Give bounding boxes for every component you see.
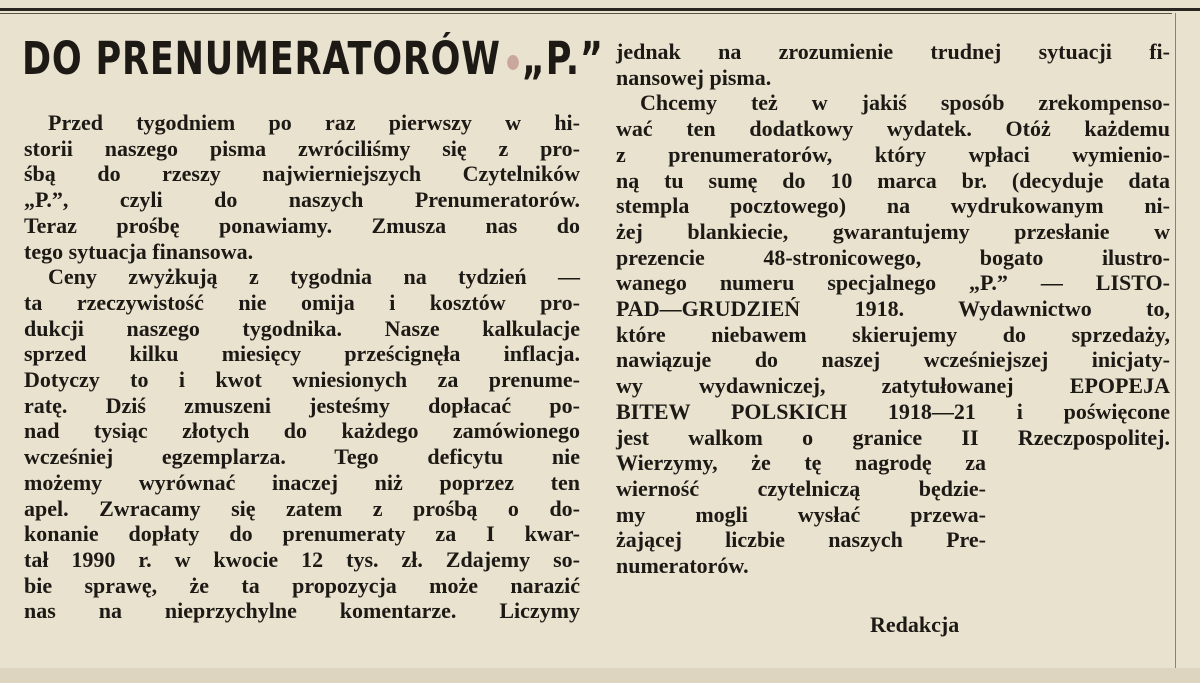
text-line: stempla pocztowego) na wydrukowanym ni-: [616, 193, 1170, 219]
bullet-dot: [507, 55, 519, 70]
headline-text: DO PRENUMERATORÓW: [22, 32, 501, 85]
text-line: żającej liczbie naszych Pre-: [616, 527, 986, 553]
text-line: bie sprawę, że ta propozycja może narazić: [24, 572, 580, 598]
text-line: konanie dopłaty do prenumeraty za I kwar-: [24, 521, 580, 547]
text-line: apel. Zwracamy się zatem z prośbą o do-: [24, 495, 580, 521]
page-bottom-edge: [0, 668, 1200, 683]
text-line: jednak na zrozumienie trudnej sytuacji fi-: [616, 39, 1170, 64]
top-thin-rule: [0, 13, 1172, 14]
text-line: Teraz prośbę ponawiamy. Zmusza nas do: [24, 212, 580, 238]
text-line: Dotyczy to i kwot wniesionych za prenume-: [24, 367, 580, 393]
text-line: wy wydawniczej, zatytułowanej EPOPEJA: [616, 373, 1170, 399]
paragraph-3: [616, 39, 1170, 90]
text-line: wać ten dodatkowy wydatek. Otóż każdemu: [616, 116, 1170, 142]
text-line: Przed tygodniem po raz pierwszy w hi-: [48, 110, 580, 135]
text-line: my mogli wysłać przewa-: [616, 501, 986, 527]
headline-quote: „P.”: [521, 32, 604, 85]
text-line: nad tysiąc złotych do każdego zamówionego: [24, 418, 580, 444]
text-line: „P.”, czyli do naszych Prenumeratorów.: [24, 187, 580, 213]
paragraph-2: [24, 264, 580, 624]
text-line: PAD—GRUDZIEŃ 1918. Wydawnictwo to,: [616, 296, 1170, 322]
text-line: dukcji naszego tygodnika. Nasze kalkulacje: [24, 315, 580, 341]
text-line: sprzed kilku miesięcy prześcignęła inflacja.: [24, 341, 580, 367]
text-line: Wierzymy, że tę nagrodę za: [616, 450, 986, 476]
top-rule: [0, 0, 1200, 11]
text-line: storii naszego pisma zwróciliśmy się z pro-: [24, 135, 580, 161]
article-headline: [22, 32, 604, 85]
text-line: śbą do rzeszy najwierniejszych Czytelników: [24, 161, 580, 187]
signature: Redakcja: [870, 612, 960, 637]
text-line: Chcemy też w jakiś sposób zrekompenso-: [640, 90, 1170, 116]
text-line: prezencie 48-stronicowego, bogato ilustro-: [616, 244, 1170, 270]
text-line: jest walkom o granice II Rzeczpospolitej.: [616, 424, 1170, 450]
left-column: [24, 110, 580, 624]
text-line: Ceny zwyżkują z tygodnia na tydzień —: [48, 264, 580, 290]
paragraph-1: [24, 110, 580, 264]
text-line: ta rzeczywistość nie omija i kosztów pro-: [24, 289, 580, 315]
text-line: wanego numeru specjalnego „P.” — LISTO-: [616, 270, 1170, 296]
text-line: nansowej pisma.: [616, 64, 772, 90]
text-line: ną tu sumę do 10 marca br. (decyduje data: [616, 167, 1170, 193]
text-line: możemy wyrównać inaczej niż poprzez ten: [24, 469, 580, 495]
text-line: wcześniej egzemplarza. Tego deficytu nie: [24, 444, 580, 470]
text-line: tego sytuacja finansowa.: [24, 238, 254, 264]
text-line: które niebawem skierujemy do sprzedaży,: [616, 321, 1170, 347]
right-column-rule: [1175, 13, 1176, 673]
text-line: żej blankiecie, gwarantujemy przesłanie w: [616, 218, 1170, 244]
text-line: wierność czytelniczą będzie-: [616, 475, 986, 501]
text-line: BITEW POLSKICH 1918—21 i poświęcone: [616, 398, 1170, 424]
text-line: nas na nieprzychylne komentarze. Liczymy: [24, 598, 580, 624]
text-line: numeratorów.: [616, 553, 749, 579]
right-column: [616, 39, 1170, 579]
text-line: tał 1990 r. w kwocie 12 tys. zł. Zdajemy so-: [24, 546, 580, 572]
text-line: ratę. Dziś zmuszeni jesteśmy dopłacać po-: [24, 392, 580, 418]
text-line: nawiązuje do naszej wcześniejszej inicjaty-: [616, 347, 1170, 373]
paragraph-4: [616, 90, 1170, 578]
text-line: z prenumeratorów, który wpłaci wymienio-: [616, 141, 1170, 167]
